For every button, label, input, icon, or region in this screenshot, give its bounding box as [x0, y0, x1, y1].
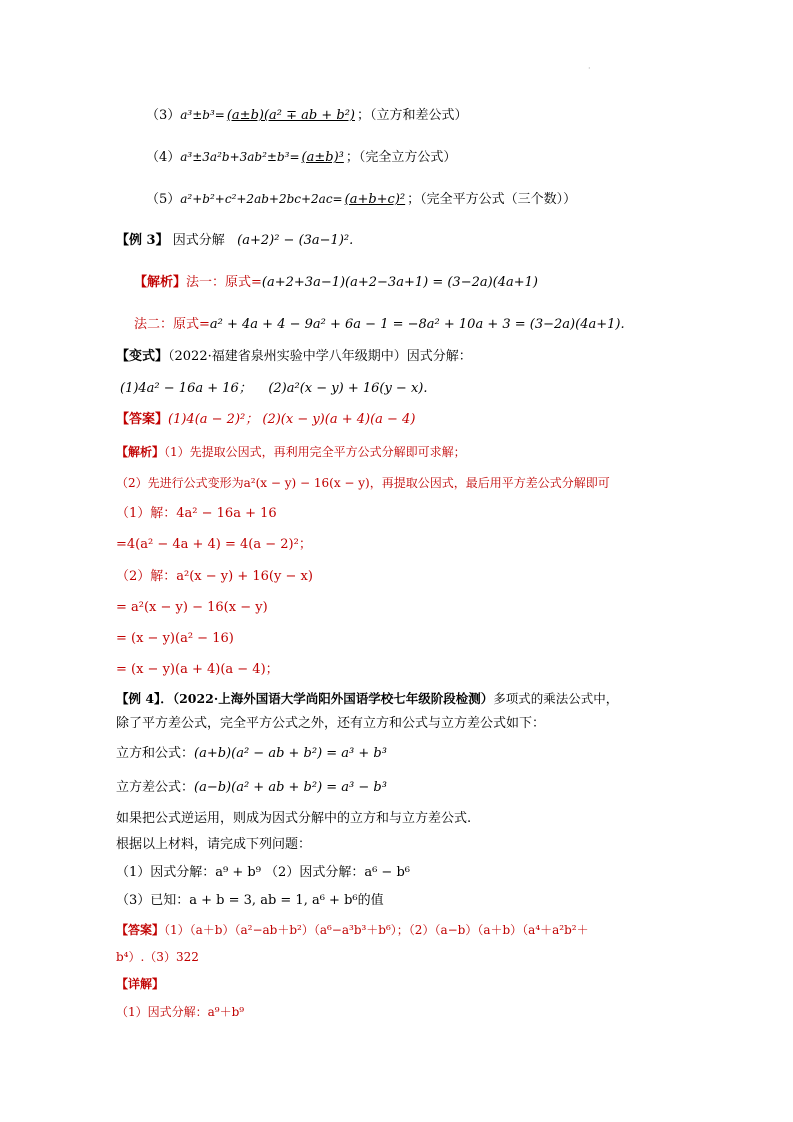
example-4-detail-tag: 【详解】 [116, 977, 165, 991]
formula-3-lhs: a³±b³= [180, 108, 225, 122]
example-4-intro-2: 除了平方差公式，完全平方公式之外，还有立方和公式与立方差公式如下： [116, 716, 546, 731]
formula-4-num: （4） [146, 150, 181, 165]
example-4-source: （2022·上海外国语大学尚阳外国语学校七年级阶段检测） [172, 691, 494, 706]
variant-answer [116, 411, 415, 429]
example-4-paragraph-1: 如果把公式逆运用，则成为因式分解中的立方和与立方差公式. [116, 811, 472, 826]
variant-explanation-text-1: （1）先提取公因式，再利用完全平方公式分解即可求解； [164, 445, 466, 459]
variant-q1: (1)4a² − 16a + 16； [120, 381, 252, 396]
formula-3-tail: ；（立方和差公式） [357, 108, 468, 123]
cube-diff-label: 立方差公式： [116, 780, 195, 795]
variant-source: （2022·福建省泉州实验中学八年级期中）因式分解： [168, 349, 472, 364]
formula-3 [146, 106, 468, 125]
variant-answer-tag: 【答案】 [116, 412, 169, 427]
variant-step-5: = (x − y)(a² − 16) [116, 631, 234, 646]
variant-questions [120, 380, 428, 398]
formula-3-rhs: (a±b)(a² ∓ ab + b²) [226, 108, 355, 123]
variant-q2: (2)a²(x − y) + 16(y − x). [268, 381, 428, 396]
example-4-tag: 【例 4】． [116, 691, 173, 706]
formula-4-tail: ；（完全立方公式） [345, 150, 457, 165]
variant-step-6: = (x − y)(a + 4)(a − 4)； [116, 662, 279, 677]
solution-tag: 【解析】 [134, 275, 187, 290]
example-4-answer-text-1: （1）（a＋b）（a²−ab＋b²）（a⁶−a³b³＋b⁶）；（2）（a−b）（a＋b）（a⁴＋a²b²＋ [164, 923, 589, 937]
example-4-question-3: （3）已知：a + b = 3, ab = 1, a⁶ + b⁶的值 [116, 893, 384, 908]
example-4-paragraph-2: 根据以上材料，请完成下列问题： [116, 837, 312, 852]
cube-sum-formula [116, 745, 387, 763]
solution-1-expr: (a+2+3a−1)(a+2−3a+1) = (3−2a)(4a+1) [261, 275, 539, 290]
cube-sum-label: 立方和公式： [116, 746, 195, 761]
variant-answer-text: (1)4(a − 2)²； (2)(x − y)(a + 4)(a − 4) [168, 412, 416, 427]
cube-diff-formula [116, 779, 387, 797]
variant-step-2: =4(a² − 4a + 4) = 4(a − 2)²； [116, 537, 312, 552]
formula-5-rhs: (a+b+c)² [344, 192, 406, 207]
example-3-tag: 【例 3】 [116, 233, 169, 248]
formula-4-rhs: (a±b)³ [301, 150, 344, 165]
formula-5-tail: ；（完全平方公式（三个数）） [407, 192, 577, 207]
variant-step-4: = a²(x − y) − 16(x − y) [116, 600, 268, 615]
example-4-answer-2: b⁴）.（3）322 [116, 950, 199, 964]
solution-2-expr: a² + 4a + 4 − 9a² + 6a − 1 = −8a² + 10a + 3 = (3−2a)(4a+1). [209, 317, 625, 332]
example-3-solution-1 [134, 274, 538, 292]
formula-3-num: （3） [146, 108, 181, 123]
formula-5 [146, 190, 576, 209]
example-4-answer-tag: 【答案】 [116, 923, 165, 937]
example-4-intro-1: 多项式的乘法公式中， [493, 691, 619, 706]
example-4-answer-1 [116, 921, 589, 939]
solution-1-label: 法一：原式= [186, 275, 262, 290]
example-4-question-1-2: （1）因式分解：a⁹ + b⁹ （2）因式分解：a⁶ − b⁶ [116, 865, 410, 880]
variant-explanation-2: （2）先进行公式变形为a²(x − y) − 16(x − y)，再提取公因式，最后用平方差公式分解即可 [116, 476, 610, 490]
example-3-expr: (a+2)² − (3a−1)². [237, 233, 354, 248]
example-4-heading [116, 690, 618, 708]
variant-heading [116, 348, 472, 366]
example-3-question [116, 232, 353, 250]
variant-step-1: （1）解：4a² − 16a + 16 [116, 506, 277, 521]
solution-2-label: 法二：原式= [134, 317, 210, 332]
variant-explanation-1 [116, 443, 466, 461]
variant-step-3: （2）解：a²(x − y) + 16(y − x) [116, 569, 313, 584]
cube-diff-expr: (a−b)(a² + ab + b²) = a³ − b³ [194, 780, 387, 795]
variant-tag: 【变式】 [116, 349, 169, 364]
example-3-text: 因式分解 [172, 233, 225, 248]
example-4-detail-1: （1）因式分解：a⁹＋b⁹ [116, 1005, 245, 1019]
formula-4-lhs: a³±3a²b+3ab²±b³= [180, 150, 300, 164]
cube-sum-expr: (a+b)(a² − ab + b²) = a³ + b³ [194, 746, 387, 761]
formula-5-num: （5） [146, 192, 181, 207]
corner-mark: · [588, 64, 591, 73]
variant-explanation-tag: 【解析】 [116, 445, 165, 459]
example-3-solution-2 [134, 316, 625, 334]
formula-4 [146, 148, 456, 167]
formula-5-lhs: a²+b²+c²+2ab+2bc+2ac= [180, 192, 343, 206]
